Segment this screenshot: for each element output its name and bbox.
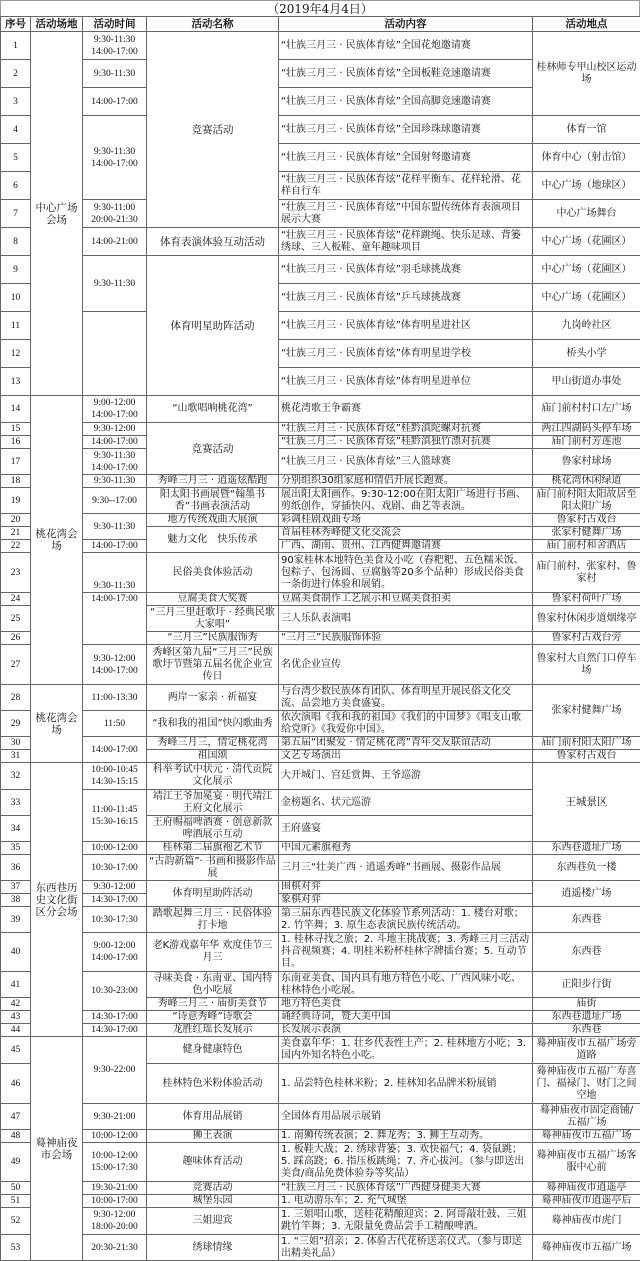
- time-cell: 14:00-17:00: [83, 540, 147, 553]
- content-cell: “壮族三月三 · 民族体育炫”三人篮球赛: [279, 449, 533, 475]
- table-row: [1, 488, 640, 514]
- table-row: [1, 540, 640, 553]
- content-cell: 地方特色美食: [279, 998, 533, 1011]
- activity-name-cell: 地方传统戏曲大展演: [147, 514, 279, 527]
- table-row: [1, 972, 640, 998]
- row-no: 41: [1, 972, 31, 998]
- content-cell: 围棋对弈: [279, 881, 533, 894]
- time-cell: 10:30-17:00: [83, 855, 147, 881]
- time-cell: 9:30-12:00: [83, 881, 147, 894]
- activity-name-cell: 踏歌起舞三月三 · 民俗体验打卡地: [147, 907, 279, 933]
- place-cell: 庙门前村、张家村、鲁家村: [533, 553, 640, 593]
- place-cell: 蓦神庙夜市逍遥亭: [533, 1182, 640, 1195]
- content-cell: 全国体育用品展示展销: [279, 1104, 533, 1130]
- content-cell: 东南亚美食、国内具有地方特色小吃、广西风味小吃、桂林特色小吃展。: [279, 972, 533, 998]
- table-row: [1, 475, 640, 488]
- table-header-row: [1, 17, 640, 32]
- place-cell: 中心广场舞台: [533, 200, 640, 228]
- row-no: 11: [1, 312, 31, 340]
- time-cell: 11:50: [83, 711, 147, 737]
- time-cell: 11:00-13:30: [83, 685, 147, 711]
- row-no: 35: [1, 842, 31, 855]
- activity-name-cell: 龙胜红瑶长发展示: [147, 1024, 279, 1037]
- table-row: [1, 514, 640, 527]
- row-no: 49: [1, 1143, 31, 1182]
- row-no: 12: [1, 340, 31, 368]
- activity-name-cell: 狮王表演: [147, 1130, 279, 1143]
- page-title: （2019年4月4日）: [0, 0, 640, 16]
- row-no: 10: [1, 284, 31, 312]
- time-cell: 14:30-17:00: [83, 1011, 147, 1024]
- time-cell: 9:30-11:30: [83, 514, 147, 540]
- row-no: 22: [1, 540, 31, 553]
- time-cell: 9:30--17:00: [83, 488, 147, 514]
- table-row: [1, 1195, 640, 1208]
- content-cell: 1. 板鞋大战；2. 绣球背篓；3. 欢快福气；4. 袋鼠跳；5. 踩高跷；6. 指压板跳绳；7. 齐心拔河。（参与即送出美食/商品免费体验券等奖品）: [279, 1143, 533, 1182]
- header-name: 活动名称: [147, 17, 279, 32]
- content-cell: 广西、湖南、贵州、江西健舞邀请赛: [279, 540, 533, 553]
- activity-name-cell: 阳太阳书画展暨“翰墨书香”书画表演活动: [147, 488, 279, 514]
- content-cell: “壮族三月三 · 民族体育炫”体育明星进学校: [279, 340, 533, 368]
- time-cell: 9:30-11:30: [83, 256, 147, 312]
- place-cell: 庙门前村村口左广场: [533, 396, 640, 423]
- table-row: [1, 685, 640, 711]
- time-cell: 10:00-17:00: [83, 1195, 147, 1208]
- row-no: 38: [1, 894, 31, 907]
- place-cell: 两江四湖码头停车场: [533, 423, 640, 436]
- content-cell: 王府盛宴: [279, 816, 533, 842]
- activity-name-cell: 靖江王爷加冕宴 · 明代靖江王府文化展示: [147, 790, 279, 816]
- time-cell: 10:00-12:00 15:00-17:30: [83, 1143, 147, 1182]
- row-no: 6: [1, 172, 31, 200]
- row-no: 13: [1, 368, 31, 396]
- time-cell: 14:00-17:00: [83, 593, 147, 645]
- place-cell: 鲁家村古戏台: [533, 514, 640, 527]
- table-row: [1, 855, 640, 881]
- activity-name-cell: 寻味美食 · 东南亚、国内特色小吃展: [147, 972, 279, 998]
- content-cell: “壮族三月三 · 民族体育炫”中国东盟传统体育表演项目展示大赛: [279, 200, 533, 228]
- activity-name-cell: 竞赛活动: [147, 1182, 279, 1195]
- time-cell: 20:30-21:30: [83, 1235, 147, 1261]
- place-cell: 庙街: [533, 998, 640, 1011]
- activity-name-cell: 体育用品展销: [147, 1104, 279, 1130]
- content-cell: 桃花湾歌王争霸赛: [279, 396, 533, 423]
- place-cell: 王城景区: [533, 763, 640, 842]
- row-no: 51: [1, 1195, 31, 1208]
- place-cell: 东西巷: [533, 933, 640, 972]
- content-cell: 1. 南狮传统表演；2. 舞龙秀；3. 狮王互动秀。: [279, 1130, 533, 1143]
- time-cell: 9:30-12:00 14:00-17:00: [83, 645, 147, 685]
- row-no: 23: [1, 553, 31, 593]
- table-row: [1, 256, 640, 284]
- table-row: [1, 1182, 640, 1195]
- place-cell: 庙门前村阳太阳故居至阳太阳广场: [533, 488, 640, 514]
- table-row: [1, 645, 640, 685]
- content-cell: “壮族三月三 · 民族体育炫”花样平衡车、花样轮滑、花样自行车: [279, 172, 533, 200]
- row-no: 44: [1, 1024, 31, 1037]
- place-cell: 东西巷: [533, 1024, 640, 1037]
- table-row: [1, 1208, 640, 1235]
- place-cell: 东西巷遗址广场: [533, 1011, 640, 1024]
- activity-name-cell: 祖国颂: [147, 750, 279, 763]
- row-no: 9: [1, 256, 31, 284]
- activity-name-cell: “诗意秀峰”诗歌会: [147, 1011, 279, 1024]
- content-cell: 美食嘉年华：1. 壮乡代表性土产；2. 桂林地方小吃；3. 国内外知名特色小吃。: [279, 1037, 533, 1064]
- place-cell: 体育中心（射击馆）: [533, 144, 640, 172]
- venue-cell: 中心广场会场: [31, 32, 83, 396]
- activity-name-cell: 科举考试中状元 · 清代贡院文化展示: [147, 763, 279, 790]
- activity-name-cell: 体育明星助阵活动: [147, 881, 279, 907]
- row-no: 7: [1, 200, 31, 228]
- header-no: 序号: [1, 17, 31, 32]
- time-cell: 10:30-23:00: [83, 972, 147, 1011]
- content-cell: 第三届东西巷民族文化体验节系列活动：1. 楼台对歌；2. 竹竿舞；3. 原生态表演民族传统活动。: [279, 907, 533, 933]
- content-cell: 象棋对弈: [279, 894, 533, 907]
- activity-name-cell: 体育明星助阵活动: [147, 256, 279, 396]
- place-cell: 庙门前村芳莲池: [533, 436, 640, 449]
- table-row: [1, 881, 640, 894]
- content-cell: 三人乐队表演唱: [279, 606, 533, 632]
- content-cell: “三月三”民族服饰体验: [279, 632, 533, 645]
- content-cell: “壮族三月三 · 民族体育炫”体育明星进单位: [279, 368, 533, 396]
- table-row: [1, 32, 640, 60]
- time-cell: 10:30-17:30: [83, 907, 147, 933]
- table-row: [1, 228, 640, 256]
- content-cell: 三月三“壮美广西 · 逍遥秀峰”书画展、摄影作品展: [279, 855, 533, 881]
- activity-name-cell: “山歌唱响桃花湾”: [147, 396, 279, 423]
- table-row: [1, 737, 640, 750]
- row-no: 14: [1, 396, 31, 423]
- table-row: [1, 200, 640, 228]
- time-cell: 14:00-17:00: [83, 436, 147, 449]
- table-row: [1, 1024, 640, 1037]
- table-row: [1, 423, 640, 436]
- row-no: 31: [1, 750, 31, 763]
- place-cell: 桥头小学: [533, 340, 640, 368]
- content-cell: “壮族三月三 · 民族体育炫”全国花炮邀请赛: [279, 32, 533, 60]
- place-cell: 桃花湾休闲绿道: [533, 475, 640, 488]
- place-cell: 甲山街道办事处: [533, 368, 640, 396]
- content-cell: 与台湾少数民族体育团队、体育明星开展民俗文化交流、品尝地方美食盛宴。: [279, 685, 533, 711]
- content-cell: 展出阳太阳画作。9:30-12:00在阳太阳广场进行书画、剪纸创作，穿插快闪、戏剧、曲艺等表演。: [279, 488, 533, 514]
- place-cell: 蓦神庙夜市五福广场客服中心前: [533, 1143, 640, 1182]
- table-row: [1, 1037, 640, 1064]
- row-no: 28: [1, 685, 31, 711]
- row-no: 36: [1, 855, 31, 881]
- content-cell: 中国元素旗袍秀: [279, 842, 533, 855]
- content-cell: 首届桂林秀峰健文化交流会: [279, 527, 533, 540]
- activity-name-cell: 秀峰三月三 · 逍遥炫酷跑: [147, 475, 279, 488]
- place-cell: 中心广场（花圃区）: [533, 284, 640, 312]
- table-row: [1, 907, 640, 933]
- row-no: 33: [1, 790, 31, 816]
- activity-name-cell: 秀峰三月三 · 庙街美食节: [147, 998, 279, 1011]
- content-cell: 大开城门、宫廷赏舞、王爷巡游: [279, 763, 533, 790]
- place-cell: 蓦神庙夜市逍遥亭后: [533, 1195, 640, 1208]
- time-cell: 14:30-17:00: [83, 1024, 147, 1037]
- time-cell: 9:30-21:00: [83, 1104, 147, 1130]
- row-no: 39: [1, 907, 31, 933]
- time-cell: 14:00-21:00: [83, 228, 147, 256]
- content-cell: “壮族三月三 · 民族体育炫”全国射弩邀请赛: [279, 144, 533, 172]
- activity-name-cell: 两岸一家亲 · 祈福宴: [147, 685, 279, 711]
- place-cell: 中心广场（花圃区）: [533, 256, 640, 284]
- content-cell: 第五届“团聚爱 · 情定桃花湾”青年交友联谊活动: [279, 737, 533, 750]
- venue-cell: 蓦神庙夜市会场: [31, 1037, 83, 1261]
- header-time: 活动时间: [83, 17, 147, 32]
- table-row: [1, 1130, 640, 1143]
- place-cell: 蓦神庙夜市虎门: [533, 1208, 640, 1235]
- table-row: [1, 842, 640, 855]
- time-cell: 9:30-11:30: [83, 475, 147, 488]
- time-cell: 9:30-11:30: [83, 60, 147, 88]
- time-cell: 19:30-21:00: [83, 1182, 147, 1195]
- table-row: [1, 763, 640, 790]
- header-venue: 活动场地: [31, 17, 83, 32]
- row-no: 32: [1, 763, 31, 790]
- place-cell: 中心广场（花圃区）: [533, 228, 640, 256]
- table-row: [1, 933, 640, 972]
- table-row: [1, 396, 640, 423]
- activity-name-cell: 桂林第二届旗袍艺术节: [147, 842, 279, 855]
- activity-name-cell: 豆腐美食大奖赛: [147, 593, 279, 606]
- content-cell: “壮族三月三 · 民族体育炫”桂黔滇陀螺对抗赛: [279, 423, 533, 436]
- content-cell: “壮族三月三 · 民族体育炫”乒乓球挑战赛: [279, 284, 533, 312]
- time-cell: 9:30-11:30 14:00-17:00: [83, 116, 147, 200]
- activity-name-cell: 体育表演体验互动活动: [147, 228, 279, 256]
- row-no: 50: [1, 1182, 31, 1195]
- time-cell: 9:00-12:00 14:00-17:00: [83, 396, 147, 423]
- content-cell: “壮族三月三 · 民族体育炫”桂黔滇独竹漂对抗赛: [279, 436, 533, 449]
- table-row: [1, 449, 640, 475]
- venue-cell: 桃花湾会场: [31, 396, 83, 685]
- time-cell: 9:30-11:30: [83, 553, 147, 593]
- content-cell: 90家桂林本地特色美食及小吃（舂粑粑、五色糯米饭、包粽子、包汤圆、豆腐脑等20多个品种）形成民俗美食一条街进行体验和展销。: [279, 553, 533, 593]
- row-no: 17: [1, 449, 31, 475]
- content-cell: 金榜题名、状元巡游: [279, 790, 533, 816]
- row-no: 2: [1, 60, 31, 88]
- activity-name-cell: “三月三”民族服饰秀: [147, 632, 279, 645]
- activity-name-cell: 城堡乐园: [147, 1195, 279, 1208]
- time-cell: 10:00-10:45 14:30-15:15: [83, 763, 147, 790]
- row-no: 24: [1, 593, 31, 606]
- time-cell: 11:00-11:45 15:30-16:15: [83, 790, 147, 842]
- row-no: 53: [1, 1235, 31, 1261]
- time-cell: 9:00-12:00 14:00-17:00: [83, 933, 147, 972]
- content-cell: 长发展示表演: [279, 1024, 533, 1037]
- place-cell: 九岗岭社区: [533, 312, 640, 340]
- row-no: 25: [1, 606, 31, 632]
- place-cell: 蓦神庙夜市五福广场: [533, 1130, 640, 1143]
- venue-cell: 桃花湾会场: [31, 685, 83, 763]
- place-cell: 鲁家村球场: [533, 449, 640, 475]
- activity-name-cell: 老K游戏嘉年华 欢度佳节三月三: [147, 933, 279, 972]
- time-cell: 9:30-11:30 14:00-17:00: [83, 449, 147, 475]
- content-cell: “壮族三月三 · 民族体育炫”全国板鞋竞速邀请赛: [279, 60, 533, 88]
- row-no: 16: [1, 436, 31, 449]
- row-no: 21: [1, 527, 31, 540]
- content-cell: “壮族三月三 · 民族体育炫”花样跳绳、快乐足球、背篓绣球、三人板鞋、童年趣味项目: [279, 228, 533, 256]
- content-cell: “壮族三月三 · 民族体育炫”羽毛球挑战赛: [279, 256, 533, 284]
- row-no: 45: [1, 1037, 31, 1064]
- place-cell: 东西巷遗址广场: [533, 842, 640, 855]
- schedule-table: [0, 16, 640, 1261]
- content-cell: 1. 三姐唱山歌，送桂花精酿迎宾；2. 阿哥敲壮鼓、三姐跳竹竿舞；3. 无限量免费品尝手工精酿啤酒。: [279, 1208, 533, 1235]
- content-cell: 彩调桂剧戏曲专场: [279, 514, 533, 527]
- content-cell: 1. 品尝特色桂林米粉；2. 桂林知名品牌米粉展销: [279, 1064, 533, 1104]
- row-no: 4: [1, 116, 31, 144]
- activity-name-cell: 魅力文化 快乐传承: [147, 527, 279, 553]
- table-row: [1, 1104, 640, 1130]
- content-cell: 分别组织30组家庭和情侣开展长跑赛。: [279, 475, 533, 488]
- table-row: [1, 116, 640, 144]
- place-cell: 鲁家村古戏台: [533, 750, 640, 763]
- place-cell: 蓦神庙夜市五福广寿喜门、福禄门、财门之间空地: [533, 1064, 640, 1104]
- venue-cell: 东西巷历史文化街区分会场: [31, 763, 83, 1037]
- time-cell: [83, 312, 147, 396]
- row-no: 34: [1, 816, 31, 842]
- place-cell: 张家村健舞广场: [533, 527, 640, 540]
- place-cell: 庙门前村阳太阳广场: [533, 737, 640, 750]
- content-cell: 1. “三姐”招亲；2. 体验古代花桥送亲仪式。（参与即送出精美礼品）: [279, 1235, 533, 1261]
- activity-name-cell: 绣球情缘: [147, 1235, 279, 1261]
- header-place: 活动地点: [533, 17, 640, 32]
- content-cell: 诵经典诗词，赞大美中国: [279, 1011, 533, 1024]
- row-no: 18: [1, 475, 31, 488]
- table-row: [1, 1011, 640, 1024]
- row-no: 46: [1, 1064, 31, 1104]
- row-no: 20: [1, 514, 31, 527]
- row-no: 26: [1, 632, 31, 645]
- time-cell: 10:00-12:00: [83, 842, 147, 855]
- place-cell: 东西巷: [533, 907, 640, 933]
- activity-name-cell: 竞赛活动: [147, 423, 279, 475]
- place-cell: 庙门前村和舍酒店: [533, 540, 640, 553]
- place-cell: 蓦神庙夜市五福广场: [533, 1235, 640, 1261]
- table-row: [1, 593, 640, 606]
- activity-name-cell: 趣味体育活动: [147, 1143, 279, 1182]
- table-row: [1, 436, 640, 449]
- activity-name-cell: 王府赐福啤酒赛 · 创意新款啤酒展示互动: [147, 816, 279, 842]
- row-no: 30: [1, 737, 31, 750]
- row-no: 3: [1, 88, 31, 116]
- row-no: 37: [1, 881, 31, 894]
- place-cell: 张家村健舞广场: [533, 685, 640, 737]
- content-cell: 1. 桂林寻找之旅；2. 斗地主挑战赛；3. 秀峰三月三活动抖音视频赛；4. 明桂米粉杯桂林字牌擂台赛；5. 互动节目。: [279, 933, 533, 972]
- activity-name-cell: 秀峰三月三，情定桃花湾: [147, 737, 279, 750]
- activity-name-cell: 竞赛活动: [147, 32, 279, 228]
- time-cell: 10:00-12:00: [83, 1130, 147, 1143]
- time-cell: 14:00-17:00: [83, 88, 147, 116]
- header-content: 活动内容: [279, 17, 533, 32]
- content-cell: “壮族三月三 · 民族体育炫”广西健身健美大赛: [279, 1182, 533, 1195]
- place-cell: 体育一馆: [533, 116, 640, 144]
- row-no: 5: [1, 144, 31, 172]
- row-no: 52: [1, 1208, 31, 1235]
- row-no: 15: [1, 423, 31, 436]
- place-cell: 鲁家村荷叶广场: [533, 593, 640, 606]
- row-no: 48: [1, 1130, 31, 1143]
- row-no: 47: [1, 1104, 31, 1130]
- activity-name-cell: “三月三里赶歌圩 · 经典民歌大家唱”: [147, 606, 279, 632]
- row-no: 19: [1, 488, 31, 514]
- content-cell: 1. 电动游乐车；2. 充气城堡: [279, 1195, 533, 1208]
- activity-name-cell: 三姐迎宾: [147, 1208, 279, 1235]
- time-cell: 9:30-11:30 14:00-17:00: [83, 32, 147, 60]
- content-cell: 文艺专场演出: [279, 750, 533, 763]
- activity-name-cell: 健身健康特色: [147, 1037, 279, 1064]
- row-no: 43: [1, 1011, 31, 1024]
- row-no: 42: [1, 998, 31, 1011]
- row-no: 29: [1, 711, 31, 737]
- place-cell: 正阳步行街: [533, 972, 640, 998]
- row-no: 1: [1, 32, 31, 60]
- activity-name-cell: “古韵新篇”· 书画和摄影作品展: [147, 855, 279, 881]
- row-no: 27: [1, 645, 31, 685]
- time-cell: 9:30-12:00 18:00-20:00: [83, 1208, 147, 1235]
- time-cell: 9:30-12:00: [83, 423, 147, 436]
- time-cell: 9:30-11:00 20:00-21:30: [83, 200, 147, 228]
- time-cell: 14:00-17:00: [83, 737, 147, 763]
- content-cell: 名优企业宣传: [279, 645, 533, 685]
- content-cell: “壮族三月三 · 民族体育炫”体育明星进社区: [279, 312, 533, 340]
- content-cell: “壮族三月三 · 民族体育炫”全国珍珠球邀请赛: [279, 116, 533, 144]
- place-cell: 蓦神庙夜市五福广场旁道路: [533, 1037, 640, 1064]
- place-cell: 蓦神庙夜市固定商铺/五福广场: [533, 1104, 640, 1130]
- place-cell: 中心广场（地球区）: [533, 172, 640, 200]
- activity-name-cell: 民俗美食体验活动: [147, 553, 279, 593]
- activity-name-cell: 桂林特色米粉体验活动: [147, 1064, 279, 1104]
- place-cell: 逍遥楼广场: [533, 881, 640, 907]
- row-no: 8: [1, 228, 31, 256]
- time-cell: 14:30-17:00: [83, 894, 147, 907]
- content-cell: 依次演唱《我和我的祖国》《我们的中国梦》《唱支山歌给党听》《我爱你中国》。: [279, 711, 533, 737]
- place-cell: 东西巷负一楼: [533, 855, 640, 881]
- place-cell: 鲁家村大自然门口停车场: [533, 645, 640, 685]
- content-cell: 豆腐美食制作工艺展示和豆腐美食拍卖: [279, 593, 533, 606]
- activity-name-cell: “我和我的祖国”快闪歌曲秀: [147, 711, 279, 737]
- table-row: [1, 312, 640, 340]
- table-row: [1, 1235, 640, 1261]
- content-cell: “壮族三月三 · 民族体育炫”全国高脚竞速邀请赛: [279, 88, 533, 116]
- table-row: [1, 553, 640, 593]
- place-cell: 桂林师专甲山校区运动场: [533, 32, 640, 116]
- activity-name-cell: 秀峰区第九届“三月三”民族歌圩节暨第五届名优企业宣传日: [147, 645, 279, 685]
- table-row: [1, 1143, 640, 1182]
- place-cell: 鲁家村古戏台旁: [533, 632, 640, 645]
- row-no: 40: [1, 933, 31, 972]
- time-cell: 9:30-22:00: [83, 1037, 147, 1104]
- place-cell: 鲁家村休闲步道烟缘亭: [533, 606, 640, 632]
